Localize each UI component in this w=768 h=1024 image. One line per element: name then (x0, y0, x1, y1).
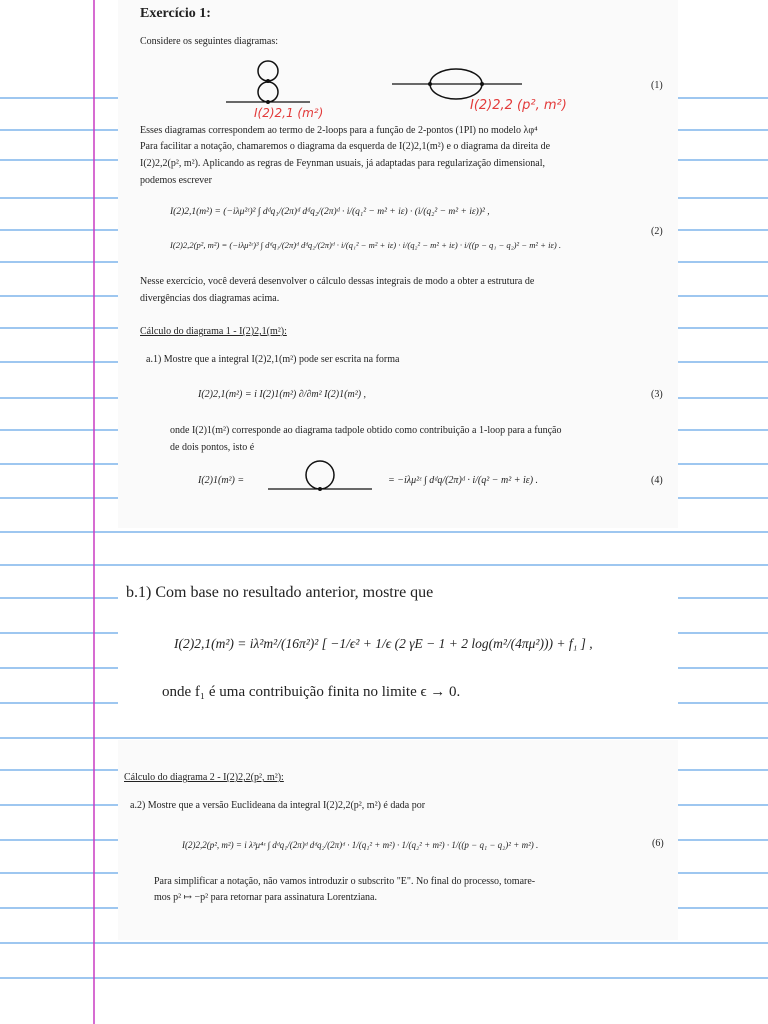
eq2-number: (2) (651, 226, 663, 237)
eq2a: I(2)2,1(m²) = (−iλμ²ᵋ)² ∫ dᵈq₁/(2π)ᵈ dᵈq₂/(2π)ᵈ · i/(q₁² − m² + iε) · (i/(q₂² − m² + iε))² , (170, 207, 490, 217)
eq4-right: = −iλμ²ᵋ ∫ dᵈq/(2π)ᵈ · i/(q² − m² + iε) . (388, 475, 539, 486)
section2-para-line2: mos p² ↦ −p² para retornar para assinatura Lorentziana. (154, 892, 377, 903)
a1-after-line1: onde I(2)1(m²) corresponde ao diagrama tadpole obtido como contribuição a 1-loop para a função (170, 425, 562, 436)
eq2b: I(2)2,2(p², m²) = (−iλμ²ᵋ)³ ∫ dᵈq₁/(2π)ᵈ dᵈq₂/(2π)ᵈ · i/(q₁² − m² + iε) · i/(q₂² − m² + iε) · i/((p − q₁ − q₂)² − m² + iε) . (170, 240, 562, 250)
eq3: I(2)2,1(m²) = i I(2)1(m²) ∂/∂m² I(2)1(m²) , (198, 389, 367, 400)
para1-line4: podemos escrever (140, 175, 212, 186)
a2-text: a.2) Mostre que a versão Euclideana da integral I(2)2,2(p², m²) é dada por (130, 800, 426, 811)
para2-line1: Nesse exercício, você deverá desenvolver o cálculo dessas integrais de modo a obter a estrutura de (140, 276, 535, 287)
eq6-number: (6) (652, 838, 664, 849)
para1-line1: Esses diagramas correspondem ao termo de 2-loops para a função de 2-pontos (1PI) no modelo λφ⁴ (140, 125, 538, 136)
tadpole-diagram (266, 456, 376, 496)
eq6: I(2)2,2(p², m²) = i λ³μ⁴ᵋ ∫ dᵈq₁/(2π)ᵈ dᵈq₂/(2π)ᵈ · 1/(q₁² + m²) · 1/(q₂² + m²) · 1/((p − q₁ − q₂)² + m²) . (182, 840, 539, 850)
section2-heading: Cálculo do diagrama 2 - I(2)2,2(p², m²): (124, 772, 284, 783)
annotation-left: I(2)2,1 (m²) (254, 106, 324, 120)
eq4-left: I(2)1(m²) = (198, 475, 245, 486)
annotation-right: I(2)2,2 (p², m²) (470, 98, 567, 113)
b1-equation: I(2)2,1(m²) = iλ²m²/(16π²)² [ −1/ϵ² + 1/ϵ (2 γE − 1 + 2 log(m²/(4πμ²))) + f₁ ] , (174, 636, 593, 651)
para2-line2: divergências dos diagramas acima. (140, 293, 280, 304)
a1-after-line2: de dois pontos, isto é (170, 442, 255, 453)
b1-text: b.1) Com base no resultado anterior, mostre que (126, 584, 434, 601)
eq3-number: (3) (651, 389, 663, 400)
a1-text: a.1) Mostre que a integral I(2)2,1(m²) pode ser escrita na forma (146, 354, 400, 365)
b1-after: onde f₁ é uma contribuição finita no limite ϵ → 0. (162, 684, 461, 700)
section2-para-line1: Para simplificar a notação, não vamos introduzir o subscrito "E". No final do processo, tomare- (154, 876, 536, 887)
eq1-number: (1) (651, 80, 663, 91)
section1-heading: Cálculo do diagrama 1 - I(2)2,1(m²): (140, 326, 287, 337)
exercise-title: Exercício 1: (140, 6, 211, 21)
eq4-number: (4) (651, 475, 663, 486)
para1-line3: I(2)2,2(p², m²). Aplicando as regras de Feynman usuais, já adaptadas para regularização dimensional, (140, 158, 546, 169)
para1-line2: Para facilitar a notação, chamaremos o diagrama da esquerda de I(2)2,1(m²) e o diagrama da direita de (140, 141, 551, 152)
intro-text: Considere os seguintes diagramas: (140, 36, 279, 47)
